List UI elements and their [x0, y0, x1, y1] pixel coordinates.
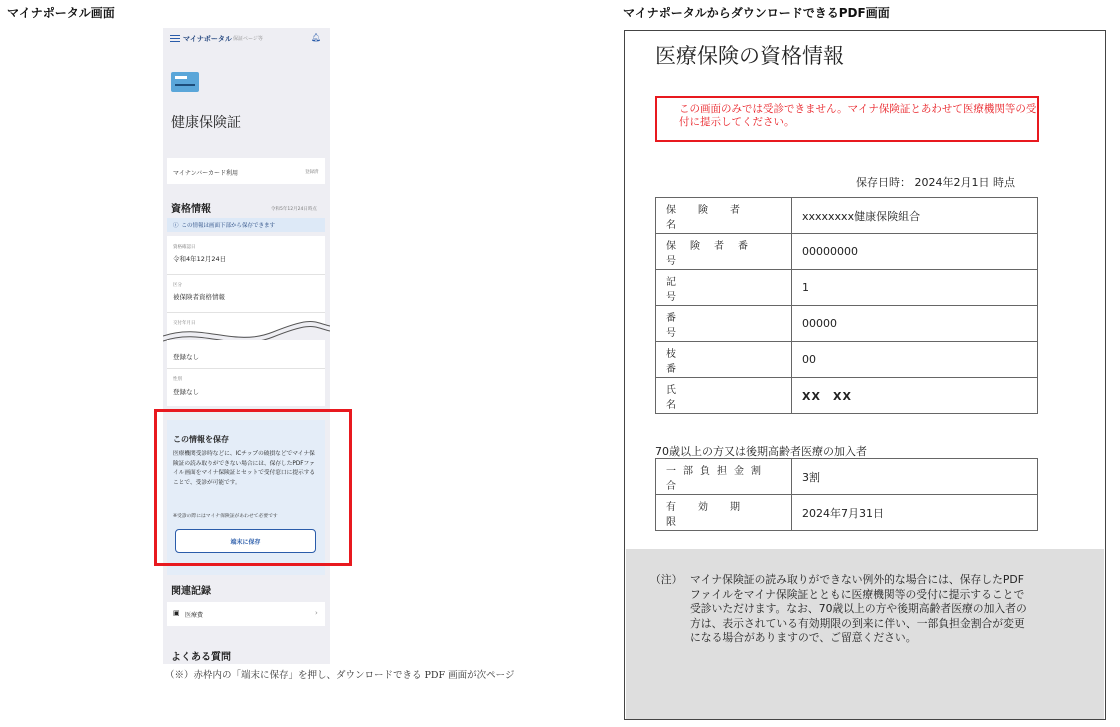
receipt-icon: ▣ [173, 609, 180, 617]
faq-title: よくある質問 [171, 652, 231, 663]
save-to-device-button[interactable]: 端末に保存 [175, 529, 316, 553]
qualification-date: 令和5年12月24日時点 [271, 207, 317, 212]
table-row [656, 495, 1038, 531]
save-info-title: この情報を保存 [173, 435, 229, 444]
info-icon: ⓘ [173, 223, 179, 229]
page-title: 健康保険証 [171, 115, 241, 131]
table-value: 00000000 [792, 234, 1038, 270]
elderly-table [655, 458, 1038, 531]
table-key: 有効期限 [666, 501, 762, 528]
table-key: 氏名 [666, 384, 766, 411]
notice-label: （注） [650, 573, 683, 586]
divider [167, 312, 325, 313]
table-value: 2024年7月31日 [792, 495, 1038, 531]
divider [167, 274, 325, 275]
pdf-saved-at: 保存日時： 2024年2月1日 時点 [856, 176, 1015, 189]
table-key: 枝番 [666, 348, 766, 375]
field-label: 交付年月日 [173, 321, 196, 326]
field-value: 登録なし [173, 353, 199, 361]
mynaportal-phone-screen [163, 28, 330, 664]
notice-text: マイナ保険証の読み取りができない例外的な場合には、保存したPDFファイルをマイナ保険証とともに医療機関等の受付に提示することで受診いただけます。なお、70歳以上の方や後期高齢者医療の加入者の方は、表示されている有効期限の到来に伴い、一部負担金割合が変更になる場合がありますので、ご留意ください。 [690, 573, 1027, 644]
field-value: 登録なし [173, 388, 199, 396]
table-row [656, 198, 1038, 234]
chevron-right-icon: › [315, 609, 318, 617]
save-info-body: 医療機関受診時などに、ICチップの破損などでマイナ保険証の読み取りができない場合には、保存したPDFファイル画面をマイナ保険証とセットで受付窓口に提示することで、受診が可能です。 [173, 451, 316, 486]
table-row [656, 306, 1038, 342]
left-caption: マイナポータル画面 [7, 6, 115, 20]
table-row [656, 342, 1038, 378]
related-records-title: 関連記録 [171, 586, 211, 597]
field-label: 性別 [173, 377, 182, 382]
related-medical-fee-row[interactable] [167, 602, 325, 626]
info-text: この情報は画面下部から保存できます [181, 223, 276, 229]
right-caption: マイナポータルからダウンロードできるPDF画面 [623, 6, 890, 20]
table-key: 一部負担金割合 [666, 465, 768, 492]
qualification-section-title: 資格情報 [171, 204, 211, 215]
save-info-note: ※受診の際にはマイナ保険証があわせて必要です [173, 514, 278, 519]
card-usage-status: 登録済 [305, 170, 319, 175]
insurance-card-icon [171, 72, 199, 92]
card-usage-label: マイナンバーカード利用 [173, 170, 239, 177]
table-value: 1 [792, 270, 1038, 306]
table-row [656, 378, 1038, 414]
field-value: 被保険者資格情報 [173, 293, 225, 301]
app-title: マイナポータル [183, 35, 232, 43]
field-value: 令和4年12月24日 [173, 255, 227, 263]
elderly-section-title: 70歳以上の方又は後期高齢者医療の加入者 [655, 445, 867, 458]
qualification-table [655, 197, 1038, 414]
app-subtitle: 保証ページ等 [233, 36, 263, 42]
table-value: xxxxxxxx健康保険組合 [792, 198, 1038, 234]
pdf-title: 医療保険の資格情報 [655, 44, 844, 68]
table-value: XX XX [792, 378, 1038, 414]
info-banner [167, 218, 325, 232]
pdf-warning-box: この画面のみでは受診できません。マイナ保険証とあわせて医療機関等の受付に提示してください。 [655, 96, 1039, 142]
bell-icon[interactable]: 🔔︎ [311, 33, 322, 42]
field-list-lower [167, 340, 325, 406]
table-key: 記号 [666, 276, 766, 303]
highlight-red-frame [154, 409, 352, 566]
table-key: 番号 [666, 312, 766, 339]
table-row [656, 234, 1038, 270]
table-value: 3割 [792, 459, 1038, 495]
footnote: （※）赤枠内の「端末に保存」を押し、ダウンロードできる PDF 画面が次ページ [165, 670, 515, 681]
table-value: 00 [792, 342, 1038, 378]
hamburger-menu-icon[interactable] [170, 35, 180, 42]
table-value: 00000 [792, 306, 1038, 342]
field-label: 資格確認日 [173, 245, 196, 250]
table-key: 保険者名 [666, 204, 762, 231]
table-key: 保険者番号 [666, 240, 762, 267]
field-label: 区分 [173, 283, 182, 288]
card-usage-row[interactable] [167, 158, 325, 184]
table-row [656, 459, 1038, 495]
divider [167, 368, 325, 369]
related-item-label: 医療費 [185, 612, 204, 619]
table-row [656, 270, 1038, 306]
